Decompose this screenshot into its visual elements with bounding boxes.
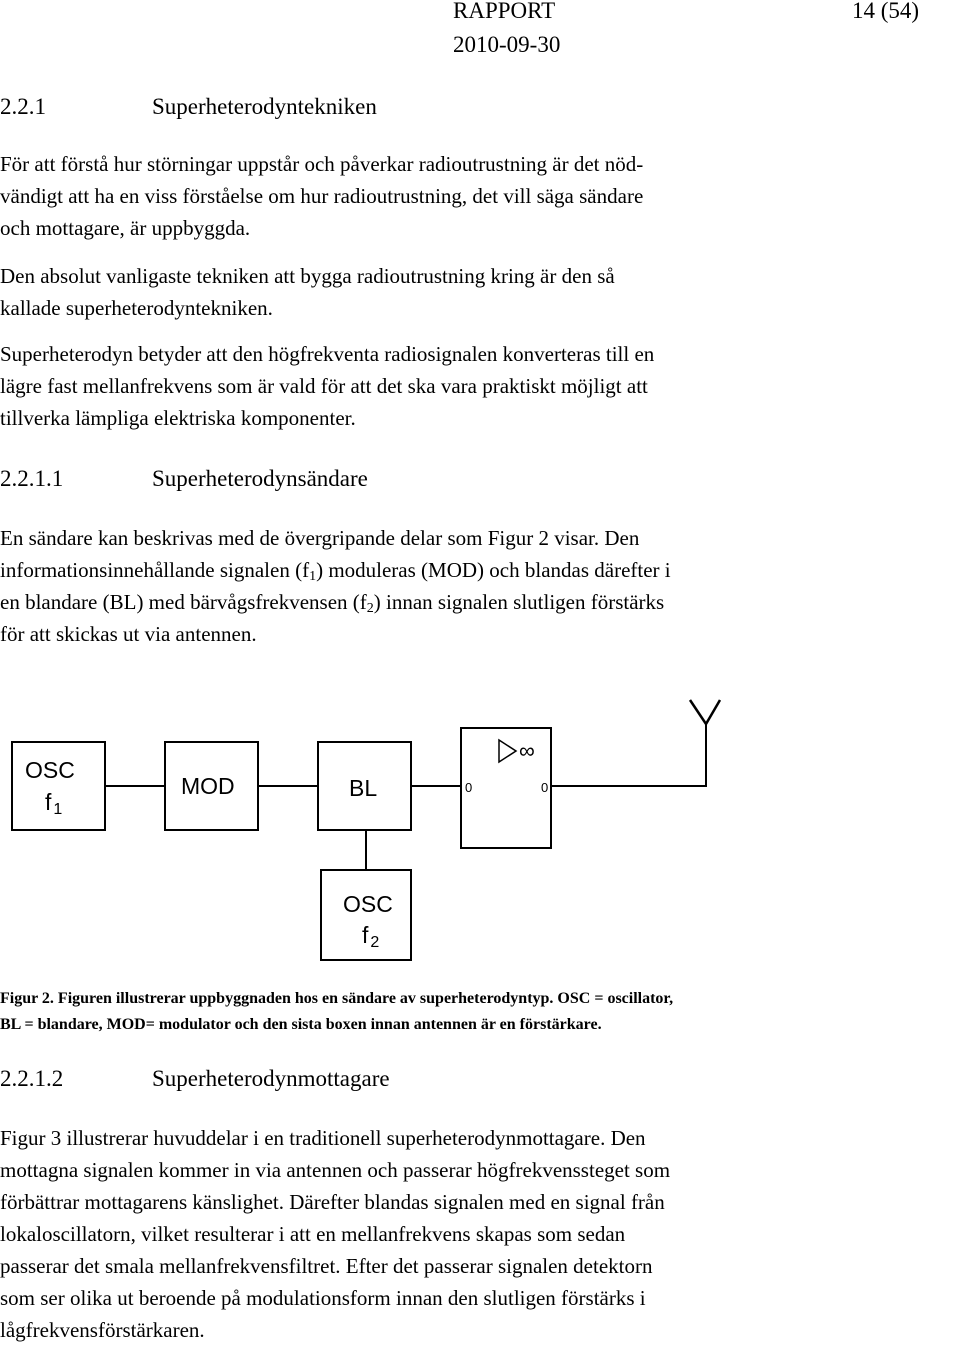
subsection-2-number: 2.2.1.2 xyxy=(0,1066,64,1091)
intro-paragraph-1: För att förstå hur störningar uppstår och påverkar radioutrustning är det nöd- vändigt att ha en viss förståelse om hur radioutrustning, det vill säga sändare och mottagare, är uppbyggda. xyxy=(0,152,644,240)
section-title: Superheterodyntekniken xyxy=(152,94,377,119)
section-number: 2.2.1 xyxy=(0,94,46,119)
subsection-2-title: Superheterodynmottagare xyxy=(152,1066,390,1091)
osc-f1-label: OSC xyxy=(25,757,75,783)
subsection-1-title: Superheterodynsändare xyxy=(152,466,368,491)
report-date: 2010-09-30 xyxy=(453,32,561,57)
amplifier-out-label: 0 xyxy=(541,780,549,795)
intro-paragraph-2: Den absolut vanligaste tekniken att bygga radioutrustning kring är den så kallade superheterodyntekniken. xyxy=(0,264,615,320)
transmitter-paragraph: En sändare kan beskrivas med de övergripande delar som Figur 2 visar. Den informationsinnehållande signalen $(f_1)$ moduleras (MOD) och blandas därefter i en blandare (BL) med bärvågsfrekvensen $(f_2)$ innan signalen slutligen förstärks för att skickas ut via antennen. xyxy=(0,526,671,646)
subsection-1-number: 2.2.1.1 xyxy=(0,466,64,491)
amplifier-box xyxy=(461,728,551,848)
figure-caption: Figur 2. Figuren illustrerar uppbyggnaden hos en sändare av superheterodyntyp. OSC = oscillator, BL = blandare, MOD= modulator och den sista boxen innan antennen är en förstärkare. xyxy=(0,990,674,1033)
antenna-icon xyxy=(690,700,720,724)
bl-label: BL xyxy=(349,775,378,801)
receiver-paragraph: Figur 3 illustrerar huvuddelar i en traditionell superheterodynmottagare. Den mottagna signalen kommer in via antennen och passerar högfrekvenssteget som förbättrar mottagarens känslighet. Därefter blandas signalen med en signal från lokaloscillatorn, vilket resulterar i att en mellanfrekvens skapas som sedan passerar det smala mellanfrekvensfiltret. Efter det passerar signalen detektorn som ser olika ut beroende på modulationsform innan den slutligen förstärks i lågfrekvensförstärkaren. xyxy=(0,1126,671,1342)
report-label: RAPPORT xyxy=(453,0,556,23)
amp-to-antenna-line xyxy=(551,724,706,786)
osc-f1-freq: f 1 xyxy=(45,789,63,818)
transmitter-block-diagram xyxy=(0,690,960,970)
mod-label: MOD xyxy=(181,773,235,799)
osc-f2-freq: f 2 xyxy=(362,922,380,951)
intro-paragraph-3: Superheterodyn betyder att den högfrekventa radiosignalen konverteras till en lägre fast mellanfrekvens som är vald för att det ska vara praktiskt möjligt att tillverka lämpliga elektriska komponenter. xyxy=(0,342,655,430)
page-number: 14 (54) xyxy=(852,0,920,23)
amplifier-triangle-icon xyxy=(499,740,516,762)
osc-f2-label: OSC xyxy=(343,891,393,917)
amplifier-infinity-symbol: ∞ xyxy=(519,738,535,763)
amplifier-in-label: 0 xyxy=(465,780,473,795)
